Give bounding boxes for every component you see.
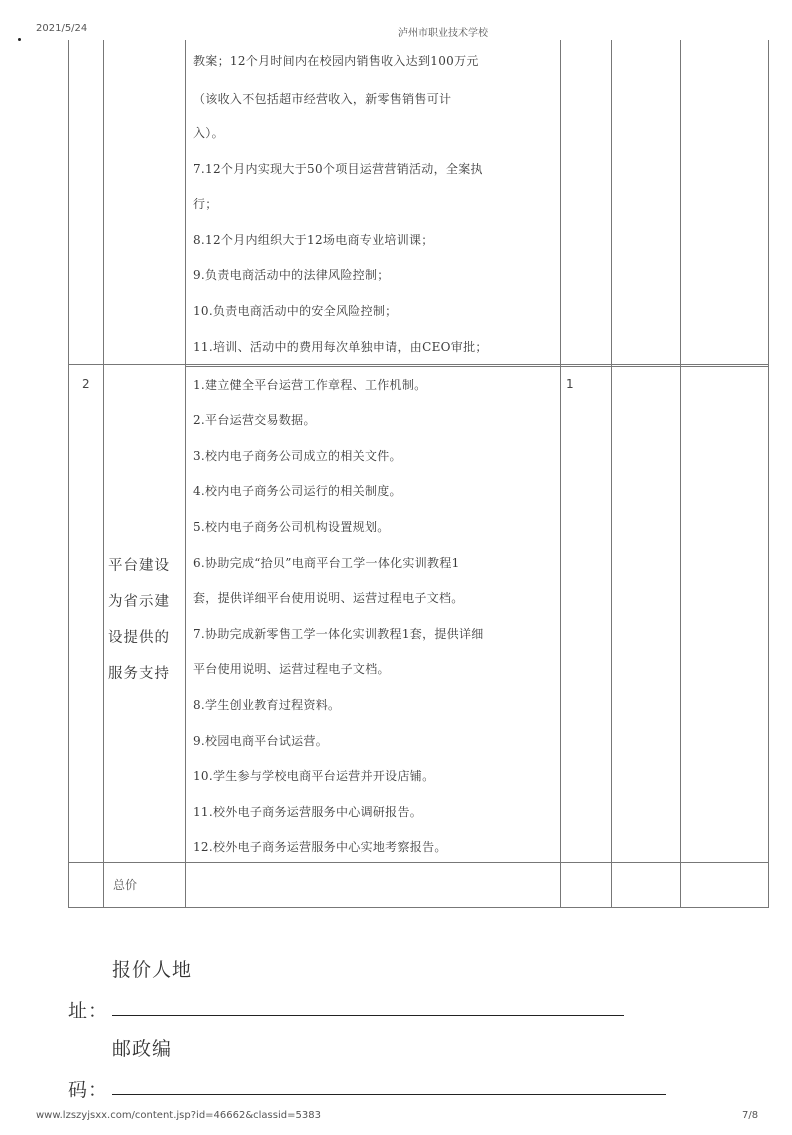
deliverable-line: 6.协助完成“拾贝”电商平台工学一体化实训教程1 xyxy=(193,556,460,570)
page-url: www.lzszyjsxx.com/content.jsp?id=46662&classid=5383 xyxy=(36,1110,321,1121)
table-border-left xyxy=(68,40,69,908)
deliverable-line: 11.校外电子商务运营服务中心调研报告。 xyxy=(193,805,423,819)
requirement-line: 入）。 xyxy=(193,126,224,140)
postcode-label: 邮政编 xyxy=(112,1038,173,1060)
table-col-divider xyxy=(103,40,104,908)
requirement-line: 11.培训、活动中的费用每次单独申请，由CEO审批； xyxy=(193,340,488,354)
table-row-divider xyxy=(68,862,768,863)
deliverable-line: 5.校内电子商务公司机构设置规划。 xyxy=(193,520,390,534)
table-row-divider xyxy=(185,366,768,367)
page-number: 7/8 xyxy=(742,1110,759,1121)
table-col-divider xyxy=(680,40,681,908)
deliverable-line: 8.学生创业教育过程资料。 xyxy=(193,698,341,712)
service-item-line: 服务支持 xyxy=(108,666,170,682)
requirement-line: 8.12个月内组织大于12场电商专业培训课； xyxy=(193,233,434,247)
deliverable-line: 3.校内电子商务公司成立的相关文件。 xyxy=(193,449,402,463)
service-item-line: 平台建设 xyxy=(108,558,170,574)
deliverable-line: 9.校园电商平台试运营。 xyxy=(193,734,329,748)
deliverable-line: 4.校内电子商务公司运行的相关制度。 xyxy=(193,484,402,498)
page-header-title: 泸州市职业技术学校 xyxy=(398,28,488,39)
requirement-line: 10.负责电商活动中的安全风险控制； xyxy=(193,304,398,318)
table-border-right xyxy=(768,40,769,908)
deliverable-line: 7.协助完成新零售工学一体化实训教程1套，提供详细 xyxy=(193,627,484,641)
row-quantity: 1 xyxy=(566,377,574,391)
requirement-line: 7.12个月内实现大于50个项目运营营销活动，全案执 xyxy=(193,162,483,176)
row-index: 2 xyxy=(82,377,90,391)
service-item-name xyxy=(108,548,182,692)
table-border-bottom xyxy=(68,907,768,908)
requirement-line: 9.负责电商活动中的法律风险控制； xyxy=(193,268,390,282)
requirement-line: （该收入不包括超市经营收入，新零售销售可计 xyxy=(193,92,452,106)
address-label: 报价人地 xyxy=(112,959,193,981)
address-label-suffix: 址： xyxy=(68,1000,109,1022)
address-underline xyxy=(112,1015,624,1016)
table-col-divider xyxy=(185,40,186,908)
deliverable-line: 12.校外电子商务运营服务中心实地考察报告。 xyxy=(193,840,447,854)
table-col-divider xyxy=(560,40,561,908)
total-price-label: 总价 xyxy=(113,878,138,892)
deliverable-line: 平台使用说明、运营过程电子文档。 xyxy=(193,662,390,676)
print-date: 2021/5/24 xyxy=(36,23,88,34)
postcode-underline xyxy=(112,1094,666,1095)
table-row-divider xyxy=(68,364,768,365)
service-item-line: 设提供的 xyxy=(108,630,170,646)
requirement-line: 教案；12个月时间内在校园内销售收入达到100万元 xyxy=(193,54,479,68)
deliverable-line: 1.建立健全平台运营工作章程、工作机制。 xyxy=(193,378,427,392)
requirement-line: 行； xyxy=(193,197,218,211)
deliverable-line: 10.学生参与学校电商平台运营并开设店铺。 xyxy=(193,769,435,783)
service-item-line: 为省示建 xyxy=(108,594,170,610)
deliverable-line: 套，提供详细平台使用说明、运营过程电子文档。 xyxy=(193,591,464,605)
margin-dot xyxy=(18,38,21,41)
postcode-label-suffix: 码： xyxy=(68,1079,109,1101)
deliverable-line: 2.平台运营交易数据。 xyxy=(193,413,316,427)
table-col-divider xyxy=(611,40,612,908)
